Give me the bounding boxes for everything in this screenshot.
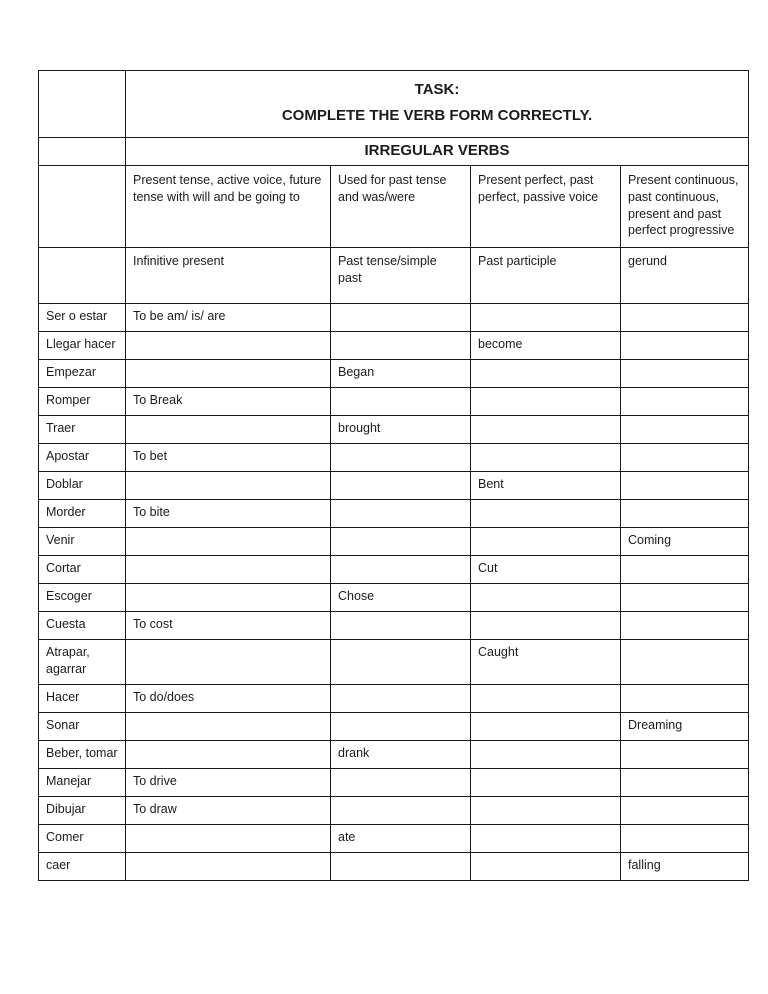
verb-cell: Dibujar [39,796,126,824]
gerund-cell [621,640,749,685]
participle-cell [471,444,621,472]
subheader-cell-past-participle: Past participle [471,248,621,304]
past-cell [331,556,471,584]
past-cell [331,388,471,416]
header-cell-empty [39,165,126,248]
subheader-cell-gerund: gerund [621,248,749,304]
infinitive-cell [126,472,331,500]
gerund-cell: Coming [621,528,749,556]
past-cell [331,332,471,360]
past-cell [331,444,471,472]
gerund-cell [621,360,749,388]
participle-cell: become [471,332,621,360]
verb-cell: Hacer [39,684,126,712]
past-cell [331,612,471,640]
infinitive-cell: To draw [126,796,331,824]
past-cell [331,640,471,685]
participle-cell [471,584,621,612]
past-cell [331,712,471,740]
past-cell [331,500,471,528]
past-cell [331,472,471,500]
past-cell: ate [331,824,471,852]
table-row [39,852,749,880]
infinitive-cell: To bite [126,500,331,528]
table-row [39,640,749,685]
participle-cell [471,712,621,740]
title-line-2: COMPLETE THE VERB FORM CORRECTLY. [281,107,593,125]
past-cell [331,768,471,796]
gerund-cell [621,684,749,712]
infinitive-cell: To Break [126,388,331,416]
title-line-1: TASK: [414,81,460,98]
verb-cell: Cortar [39,556,126,584]
infinitive-cell [126,640,331,685]
gerund-cell [621,500,749,528]
verb-cell: Venir [39,528,126,556]
verb-cell: Apostar [39,444,126,472]
infinitive-cell [126,528,331,556]
subheader-cell-simple-past: Past tense/simple past [331,248,471,304]
table-row [39,444,749,472]
infinitive-cell: To cost [126,612,331,640]
table-row [39,796,749,824]
participle-cell: Cut [471,556,621,584]
table-row [39,332,749,360]
verb-cell: Escoger [39,584,126,612]
subheader-cell-empty [39,248,126,304]
past-cell: Began [331,360,471,388]
gerund-cell [621,556,749,584]
gerund-cell: Dreaming [621,712,749,740]
header-cell-present-continuous: Present continuous, past continuous, present and past perfect progressive [621,165,749,248]
participle-cell [471,500,621,528]
verb-cell: Romper [39,388,126,416]
past-cell: brought [331,416,471,444]
gerund-cell [621,768,749,796]
gerund-cell [621,472,749,500]
gerund-cell [621,304,749,332]
table-row [39,388,749,416]
table-row [39,472,749,500]
verb-cell: Atrapar, agarrar [39,640,126,685]
past-cell: Chose [331,584,471,612]
participle-cell [471,360,621,388]
corner-cell [39,137,126,165]
gerund-cell [621,740,749,768]
participle-cell [471,612,621,640]
corner-cell [39,71,126,138]
sub-header-row [39,248,749,304]
infinitive-cell [126,584,331,612]
infinitive-cell [126,824,331,852]
infinitive-cell [126,556,331,584]
participle-cell: Caught [471,640,621,685]
past-cell [331,304,471,332]
table-row [39,360,749,388]
table-row [39,740,749,768]
header-cell-present-perfect: Present perfect, past perfect, passive voice [471,165,621,248]
irregular-verbs-table [38,70,749,881]
verb-cell: Traer [39,416,126,444]
verb-cell: Llegar hacer [39,332,126,360]
table-row [39,500,749,528]
gerund-cell [621,332,749,360]
verb-cell: Comer [39,824,126,852]
table-row [39,556,749,584]
past-cell [331,684,471,712]
verb-cell: Manejar [39,768,126,796]
table-row [39,768,749,796]
title-row [39,71,749,138]
past-cell [331,852,471,880]
participle-cell [471,416,621,444]
verb-cell: caer [39,852,126,880]
infinitive-cell: To bet [126,444,331,472]
gerund-cell [621,444,749,472]
verb-cell: Beber, tomar [39,740,126,768]
infinitive-cell [126,416,331,444]
column-header-row [39,165,749,248]
infinitive-cell [126,360,331,388]
past-cell [331,796,471,824]
gerund-cell [621,612,749,640]
gerund-cell [621,416,749,444]
past-cell [331,528,471,556]
infinitive-cell: To do/does [126,684,331,712]
table-subtitle: IRREGULAR VERBS [126,137,749,165]
table-row [39,416,749,444]
table-row [39,712,749,740]
participle-cell [471,852,621,880]
verb-cell: Empezar [39,360,126,388]
table-title [126,71,749,138]
verb-cell: Doblar [39,472,126,500]
gerund-cell [621,584,749,612]
header-cell-present-tense: Present tense, active voice, future tense with will and be going to [126,165,331,248]
infinitive-cell [126,740,331,768]
gerund-cell [621,796,749,824]
infinitive-cell [126,332,331,360]
participle-cell [471,684,621,712]
gerund-cell [621,388,749,416]
verb-cell: Morder [39,500,126,528]
participle-cell [471,304,621,332]
verb-cell: Ser o estar [39,304,126,332]
table-row [39,584,749,612]
infinitive-cell: To be am/ is/ are [126,304,331,332]
table-row [39,304,749,332]
table-row [39,528,749,556]
infinitive-cell [126,852,331,880]
infinitive-cell: To drive [126,768,331,796]
table-row [39,612,749,640]
participle-cell: Bent [471,472,621,500]
verb-cell: Cuesta [39,612,126,640]
header-cell-past-tense: Used for past tense and was/were [331,165,471,248]
table-row [39,824,749,852]
infinitive-cell [126,712,331,740]
subtitle-row [39,137,749,165]
gerund-cell [621,824,749,852]
gerund-cell: falling [621,852,749,880]
participle-cell [471,740,621,768]
verb-cell: Sonar [39,712,126,740]
participle-cell [471,824,621,852]
past-cell: drank [331,740,471,768]
participle-cell [471,388,621,416]
participle-cell [471,528,621,556]
table-row [39,684,749,712]
subheader-cell-infinitive: Infinitive present [126,248,331,304]
worksheet-page [38,70,749,881]
participle-cell [471,796,621,824]
participle-cell [471,768,621,796]
